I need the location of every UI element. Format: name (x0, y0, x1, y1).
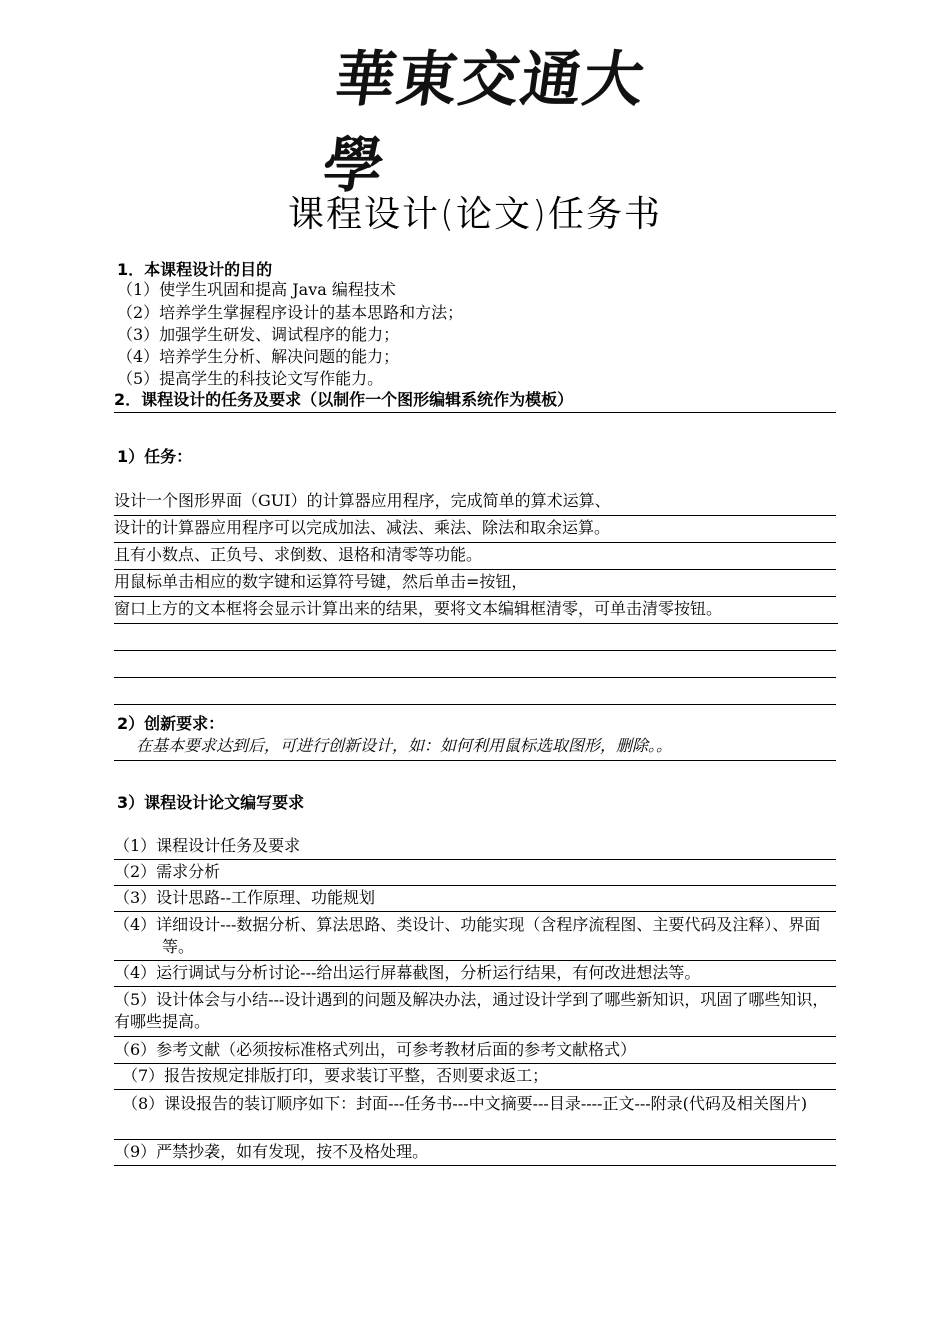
purpose-item: （4）培养学生分析、解决问题的能力； (117, 347, 400, 366)
task-line: 窗口上方的文本框将会显示计算出来的结果，要将文本编辑框清零，可单击清零按钮。 (114, 598, 838, 624)
blank-rule (114, 650, 836, 651)
paper-item: （8）课设报告的装订顺序如下：封面---任务书---中文摘要---目录----正文---附录(代码及相关图片) (114, 1093, 836, 1140)
paper-item: （2）需求分析 (114, 861, 836, 886)
paper-item: （3）设计思路--工作原理、功能规划 (114, 887, 836, 912)
paper-item: （6）参考文献（必须按标准格式列出，可参考教材后面的参考文献格式） (114, 1039, 836, 1064)
innovation-text: 在基本要求达到后，可进行创新设计，如：如何利用鼠标选取图形，删除。。 (114, 735, 836, 761)
purpose-item: （2）培养学生掌握程序设计的基本思路和方法； (117, 303, 464, 322)
innovation-heading: 2）创新要求： (117, 714, 225, 733)
purpose-item: （5）提高学生的科技论文写作能力。 (117, 369, 384, 388)
page-title: 课程设计(论文)任务书 (287, 194, 663, 235)
paper-item: （5）设计体会与小结---设计遇到的问题及解决办法，通过设计学到了哪些新知识，巩固了哪些知识，有哪些提高。 (114, 989, 836, 1037)
paper-heading: 3）课程设计论文编写要求 (117, 793, 305, 812)
task-line: 且有小数点、正负号、求倒数、退格和清零等功能。 (114, 544, 836, 570)
task-heading: 1）任务： (117, 447, 193, 466)
blank-rule (114, 677, 836, 678)
task-line: 用鼠标单击相应的数字键和运算符号键，然后单击=按钮， (114, 571, 836, 597)
paper-item: （1）课程设计任务及要求 (114, 835, 836, 860)
section1-heading: 1．本课程设计的目的 (117, 260, 273, 279)
purpose-item: （3）加强学生研发、调试程序的能力； (117, 325, 400, 344)
section2-heading: 2．课程设计的任务及要求（以制作一个图形编辑系统作为模板） (114, 389, 836, 413)
paper-item: （4）运行调试与分析讨论---给出运行屏幕截图，分析运行结果，有何改进想法等。 (114, 962, 836, 987)
blank-rule (114, 704, 836, 705)
paper-item: （4）详细设计---数据分析、算法思路、类设计、功能实现（含程序流程图、主要代码及注释）、界面等。 (114, 914, 836, 961)
task-line: 设计一个图形界面（GUI）的计算器应用程序，完成简单的算术运算、 (114, 490, 836, 516)
task-line: 设计的计算器应用程序可以完成加法、减法、乘法、除法和取余运算。 (114, 517, 836, 543)
paper-item: （7）报告按规定排版打印，要求装订平整，否则要求返工； (114, 1065, 836, 1090)
paper-item: （9）严禁抄袭，如有发现，按不及格处理。 (114, 1141, 836, 1166)
university-logo: 華東交通大學 (318, 45, 651, 201)
purpose-item: （1）使学生巩固和提高 Java 编程技术 (117, 280, 396, 299)
